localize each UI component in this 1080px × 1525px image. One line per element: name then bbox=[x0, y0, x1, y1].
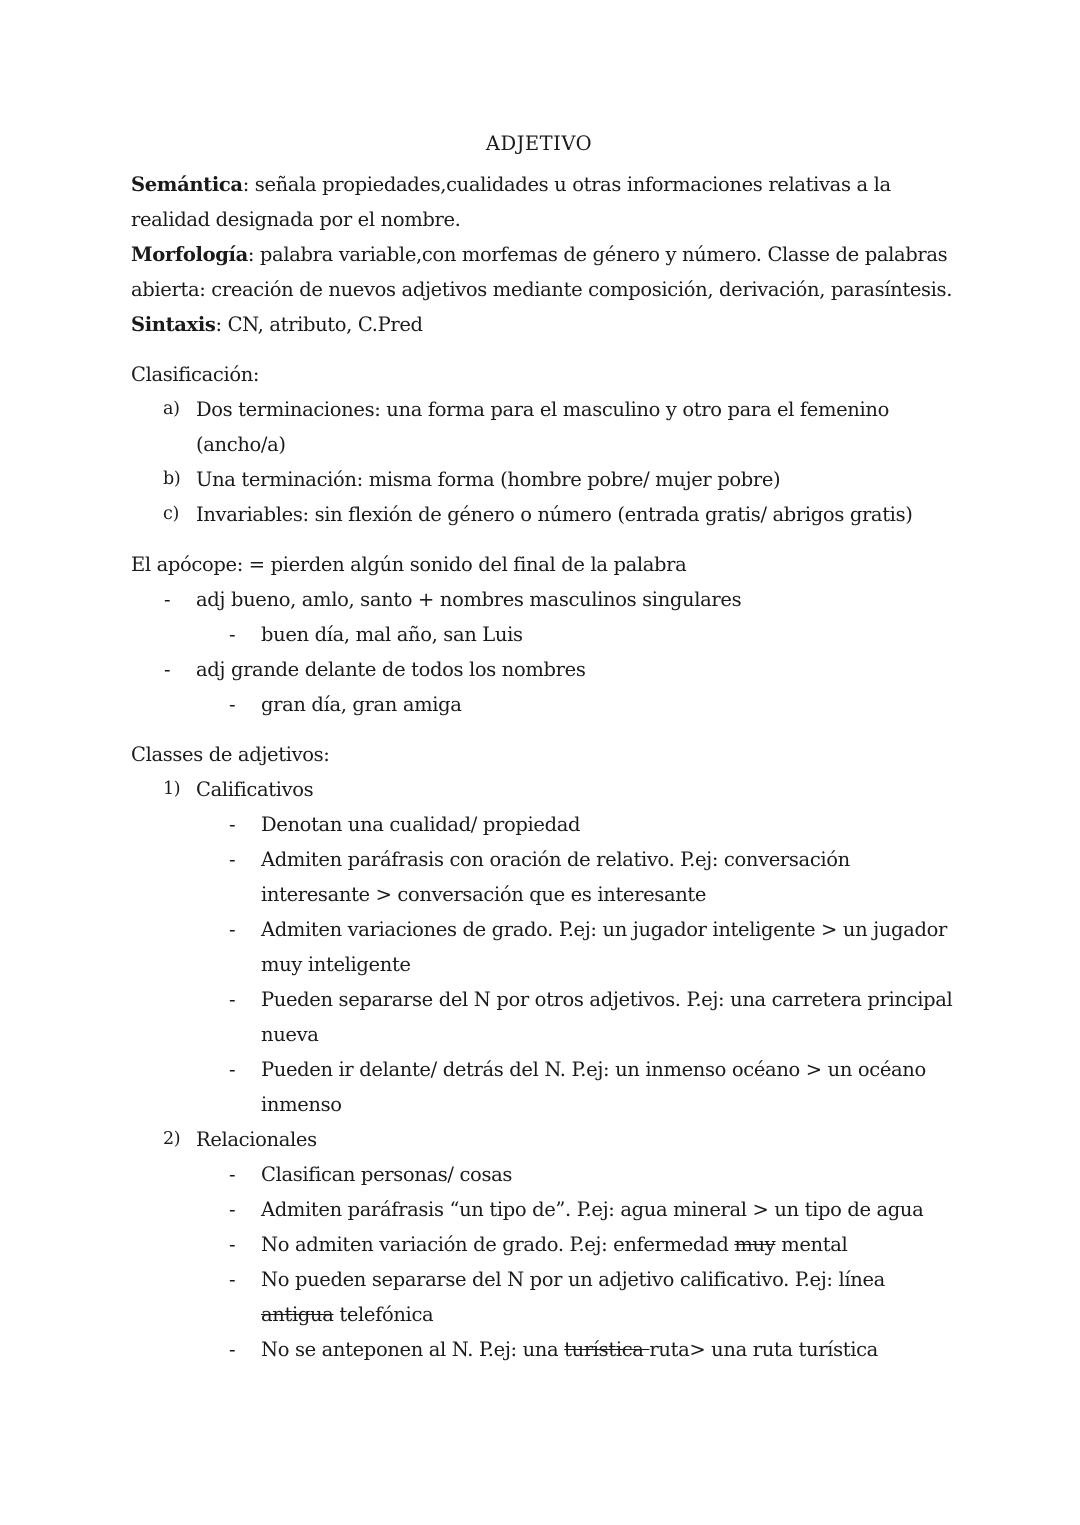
list-item-text: No admiten variación de grado. P.ej: enfermedad bbox=[261, 1233, 735, 1256]
list-marker: - bbox=[229, 1338, 236, 1361]
document-page bbox=[131, 126, 961, 1367]
list-item bbox=[131, 1332, 961, 1367]
definition-text: : señala propiedades,cualidades u otras informaciones relativas a la realidad designada por el nombre. bbox=[131, 173, 891, 231]
clasificacion-list bbox=[131, 392, 961, 532]
list-marker: - bbox=[229, 988, 236, 1011]
definition-morfologia bbox=[131, 237, 961, 307]
list-item-text: Admiten paráfrasis “un tipo de”. P.ej: agua mineral > un tipo de agua bbox=[261, 1198, 924, 1221]
list-item bbox=[131, 842, 961, 912]
list-item-text: Clasifican personas/ cosas bbox=[261, 1163, 513, 1186]
list-marker: - bbox=[229, 1058, 236, 1081]
list-item-text: Pueden ir delante/ detrás del N. P.ej: un inmenso océano > un océano inmenso bbox=[261, 1058, 926, 1116]
list-marker: - bbox=[229, 1268, 236, 1291]
struck-word: turística bbox=[564, 1338, 650, 1361]
list-item-text: gran día, gran amiga bbox=[261, 693, 462, 716]
list-item bbox=[131, 982, 961, 1052]
list-item-text: Dos terminaciones: una forma para el masculino y otro para el femenino (ancho/a) bbox=[196, 398, 889, 456]
list-item bbox=[131, 497, 961, 532]
list-marker: - bbox=[229, 1198, 236, 1221]
list-item bbox=[131, 1227, 961, 1262]
list-item bbox=[131, 1157, 961, 1192]
definition-term: Sintaxis bbox=[131, 313, 216, 336]
group-label: Relacionales bbox=[196, 1128, 317, 1151]
struck-word: muy bbox=[734, 1233, 776, 1256]
definition-text: : palabra variable,con morfemas de género y número. Classe de palabras abierta: creación de nuevos adjetivos mediante composición, derivación, parasíntesis. bbox=[131, 243, 953, 301]
relacionales-list bbox=[131, 1157, 961, 1367]
list-item-text: adj grande delante de todos los nombres bbox=[196, 658, 586, 681]
list-marker: - bbox=[229, 848, 236, 871]
list-item bbox=[131, 1052, 961, 1122]
list-marker: - bbox=[229, 918, 236, 941]
list-item bbox=[131, 462, 961, 497]
list-item-text: Invariables: sin flexión de género o número (entrada gratis/ abrigos gratis) bbox=[196, 503, 913, 526]
calificativos-list bbox=[131, 807, 961, 1122]
list-marker: a) bbox=[163, 399, 180, 419]
group-label: Calificativos bbox=[196, 778, 314, 801]
list-marker: - bbox=[229, 693, 236, 716]
list-marker: - bbox=[164, 588, 171, 611]
list-item-text: Denotan una cualidad/ propiedad bbox=[261, 813, 581, 836]
sub-list-item bbox=[131, 687, 961, 722]
list-item bbox=[131, 392, 961, 462]
group-heading-calificativos bbox=[131, 772, 961, 807]
list-marker: 1) bbox=[163, 779, 181, 799]
list-marker: - bbox=[229, 813, 236, 836]
list-item bbox=[131, 1192, 961, 1227]
clasificacion-heading: Clasificación: bbox=[131, 363, 260, 386]
list-item-text: Admiten paráfrasis con oración de relativo. P.ej: conversación interesante > conversación que es interesante bbox=[261, 848, 850, 906]
list-marker: - bbox=[164, 658, 171, 681]
definition-term: Morfología bbox=[131, 243, 248, 266]
definition-semantica bbox=[131, 167, 961, 237]
apocope-list bbox=[131, 582, 961, 722]
list-marker: - bbox=[229, 1233, 236, 1256]
list-item-text: adj bueno, amlo, santo + nombres masculinos singulares bbox=[196, 588, 742, 611]
definition-term: Semántica bbox=[131, 173, 243, 196]
list-item-text: No se anteponen al N. P.ej: una bbox=[261, 1338, 565, 1361]
list-item-text: mental bbox=[775, 1233, 848, 1256]
list-item-text: buen día, mal año, san Luis bbox=[261, 623, 523, 646]
list-item-text: telefónica bbox=[333, 1303, 434, 1326]
page-title: ADJETIVO bbox=[485, 132, 593, 155]
clases-heading: Classes de adjetivos: bbox=[131, 743, 330, 766]
struck-word: antigua bbox=[261, 1303, 334, 1326]
list-marker: b) bbox=[163, 469, 181, 489]
definition-text: : CN, atributo, C.Pred bbox=[215, 313, 423, 336]
list-item-text: Admiten variaciones de grado. P.ej: un jugador inteligente > un jugador muy inteligente bbox=[261, 918, 947, 976]
group-heading-relacionales bbox=[131, 1122, 961, 1157]
list-marker: c) bbox=[163, 504, 179, 524]
list-marker: 2) bbox=[163, 1129, 181, 1149]
list-item-text: No pueden separarse del N por un adjetivo calificativo. P.ej: línea bbox=[261, 1268, 885, 1291]
list-marker: - bbox=[229, 1163, 236, 1186]
list-item bbox=[131, 807, 961, 842]
list-item-text: Pueden separarse del N por otros adjetivos. P.ej: una carretera principal nueva bbox=[261, 988, 953, 1046]
apocope-heading: El apócope: = pierden algún sonido del final de la palabra bbox=[131, 553, 687, 576]
list-item bbox=[131, 582, 961, 617]
sub-list-item bbox=[131, 617, 961, 652]
list-item bbox=[131, 652, 961, 687]
list-item bbox=[131, 1262, 961, 1332]
list-item-text: ruta> una ruta turística bbox=[649, 1338, 878, 1361]
list-item-text: Una terminación: misma forma (hombre pobre/ mujer pobre) bbox=[196, 468, 781, 491]
list-item bbox=[131, 912, 961, 982]
definition-sintaxis bbox=[131, 307, 961, 342]
list-marker: - bbox=[229, 623, 236, 646]
